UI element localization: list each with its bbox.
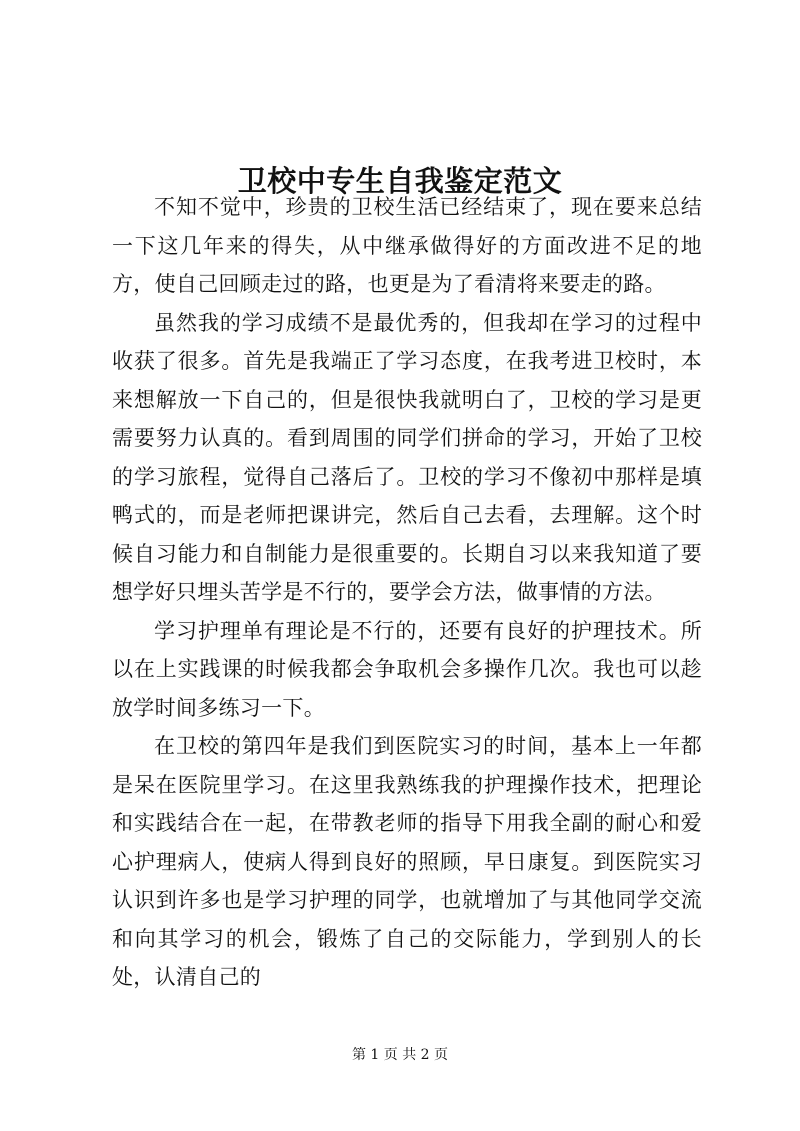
paragraph-3: 学习护理单有理论是不行的，还要有良好的护理技术。所以在上实践课的时候我都会争取机会多操作几次。我也可以趁放学时间多练习一下。 [112, 618, 702, 720]
document-title: 卫校中专生自我鉴定范文 [237, 164, 563, 199]
page-footer: 第 1 页 共 2 页 [351, 1047, 449, 1063]
paragraph-2: 虽然我的学习成绩不是最优秀的，但我却在学习的过程中收获了很多。首先是我端正了学习态度，在我考进卫校时，本来想解放一下自己的，但是很快我就明白了，卫校的学习是更需要努力认真的。看到周围的同学们拼命的学习，开始了卫校的学习旅程，觉得自己落后了。卫校的学习不像初中那样是填鸭式的，而是老师把课讲完，然后自己去看，去理解。这个时候自习能力和自制能力是很重要的。长期自习以来我知道了要想学好只埋头苦学是不行的，要学会方法，做事情的方法。 [112, 310, 702, 604]
document-body [112, 188, 702, 997]
paragraph-1: 不知不觉中，珍贵的卫校生活已经结束了，现在要来总结一下这几年来的得失，从中继承做得好的方面改进不足的地方，使自己回顾走过的路，也更是为了看清将来要走的路。 [112, 195, 702, 296]
paragraph-4: 在卫校的第四年是我们到医院实习的时间，基本上一年都是呆在医院里学习。在这里我熟练我的护理操作技术，把理论和实践结合在一起，在带教老师的指导下用我全副的耐心和爱心护理病人，使病人得到良好的照顾，早日康复。到医院实习认识到许多也是学习护理的同学，也就增加了与其他同学交流和向其学习的机会，锻炼了自己的交际能力，学到别人的长处，认清自己的 [112, 734, 702, 989]
